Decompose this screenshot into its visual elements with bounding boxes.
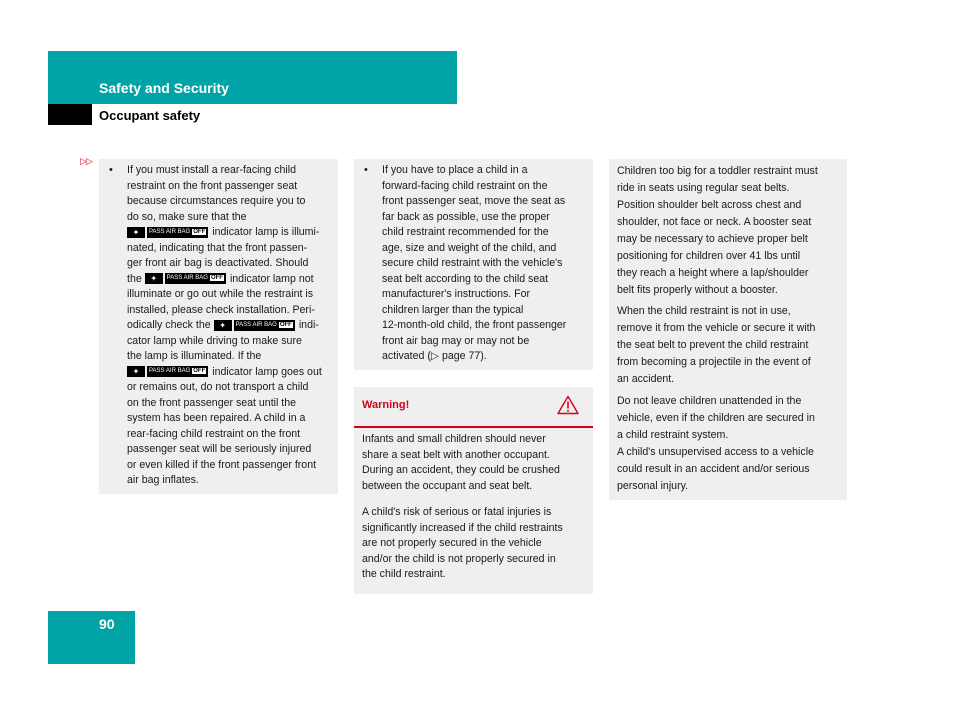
page-number: 90	[99, 616, 115, 632]
text-line: Do not leave children unattended in the	[617, 395, 802, 407]
text-line-with-lamp: ✦ PASS AIR BAG OFF indicator lamp goes out	[127, 365, 329, 381]
text-line: share a seat belt with another occupant.	[362, 448, 550, 461]
text-line: rear-facing child restraint on the front	[127, 427, 301, 440]
warning-header	[354, 387, 593, 428]
text-line: air bag inflates.	[127, 474, 199, 486]
section-title: Safety and Security	[99, 80, 229, 96]
text-line: ride in seats using regular seat belts.	[617, 182, 790, 194]
text-line: a child restraint system.	[617, 429, 729, 441]
warning-paragraph-2	[362, 505, 588, 583]
text-line: from becoming a projectile in the event of	[617, 356, 811, 368]
text-line: restraint on the front passenger seat	[127, 179, 298, 192]
text-line: If you must install a rear-facing child	[127, 164, 296, 176]
text-line: system has been repaired. A child in a	[127, 412, 306, 424]
text-line-with-lamp: odically check the ✦ PASS AIR BAG OFF indi-	[127, 319, 319, 331]
text-line: age, size and weight of the child, and	[382, 241, 557, 254]
bullet: •	[109, 164, 113, 176]
airbag-off-icon: ✦	[127, 366, 145, 377]
text-line: or remains out, do not transport a child	[127, 381, 309, 393]
page-number-box	[48, 611, 135, 664]
text-line: child restraint recommended for the	[382, 226, 549, 238]
warning-paragraph-1	[362, 432, 588, 494]
child-safety-notes-box	[609, 159, 847, 500]
text-line: between the occupant and seat belt.	[362, 479, 533, 492]
text-line-with-lamp: the ✦ PASS AIR BAG OFF indicator lamp not	[127, 272, 314, 285]
text-line: could result in an accident and/or serious	[617, 463, 810, 475]
text-line: are not properly secured in the vehicle	[362, 537, 542, 549]
text-line: ger front air bag is deactivated. Should	[127, 257, 309, 269]
text-line: the lamp is illuminated. If the	[127, 350, 262, 362]
text-line: nated, indicating that the front passen-	[127, 241, 308, 254]
warning-triangle-icon	[557, 395, 579, 415]
text-line: Children too big for a toddler restraint must	[617, 165, 818, 177]
restraint-not-in-use-paragraph	[617, 303, 843, 388]
text-line: or even killed if the front passenger front	[127, 458, 317, 471]
text-line: A child's risk of serious or fatal injuries is	[362, 506, 552, 518]
text-line: personal injury.	[617, 480, 689, 492]
text-line-with-lamp: ✦ PASS AIR BAG OFF indicator lamp is illumi-	[127, 225, 329, 241]
text-line: positioning for children over 41 lbs until	[617, 250, 801, 262]
page-reference-line: activated (▷ page 77).	[382, 350, 487, 362]
pass-airbag-off-indicator: ✦ PASS AIR BAG OFF	[214, 320, 295, 331]
text-line: shoulder, not face or neck. A booster seat	[617, 216, 812, 228]
bullet: •	[364, 164, 368, 176]
text-line: 12-month-old child, the front passenger	[382, 319, 567, 331]
text-line: passenger seat will be seriously injured	[127, 443, 312, 455]
text-line: Infants and small children should never	[362, 433, 546, 445]
text-line: may be necessary to achieve proper belt	[617, 233, 808, 245]
text-line: because circumstances require you to	[127, 195, 306, 207]
text-line: forward-facing child restraint on the	[382, 179, 548, 192]
pass-airbag-off-indicator: ✦ PASS AIR BAG OFF	[127, 227, 208, 238]
warning-box	[354, 387, 593, 594]
text-line: installed, please check installation. Peri-	[127, 303, 315, 316]
text-line: When the child restraint is not in use,	[617, 305, 791, 317]
text-line: front air bag may or may not be	[382, 334, 530, 347]
text-line: secure child restraint with the vehicle's	[382, 257, 563, 269]
continued-marker: ▷▷	[80, 156, 92, 166]
text-line: seat belt according to the child seat	[382, 272, 549, 285]
airbag-off-icon: ✦	[214, 320, 232, 331]
text-line: remove it from the vehicle or secure it with	[617, 322, 816, 334]
text-line: front passenger seat, move the seat as	[382, 195, 566, 207]
subsection-title: Occupant safety	[99, 108, 201, 123]
unattended-children-paragraph	[617, 393, 843, 495]
text-line: an accident.	[617, 373, 675, 385]
section-tab-marker	[48, 104, 92, 125]
text-line: manufacturer's instructions. For	[382, 288, 531, 300]
rear-facing-restraint-text	[127, 163, 329, 489]
text-line: A child's unsupervised access to a vehicle	[617, 446, 814, 458]
text-line: on the front passenger seat until the	[127, 396, 297, 409]
text-line: During an accident, they could be crushed	[362, 464, 560, 476]
warning-title: Warning!	[362, 399, 410, 411]
text-line: illuminate or go out while the restraint is	[127, 288, 314, 300]
text-line: they reach a height where a lap/shoulder	[617, 267, 809, 279]
text-line: far back as possible, use the proper	[382, 210, 550, 223]
text-line: cator lamp while driving to make sure	[127, 334, 302, 347]
text-line: If you have to place a child in a	[382, 164, 528, 176]
text-line: significantly increased if the child restraints	[362, 521, 563, 534]
airbag-off-icon: ✦	[145, 273, 163, 284]
forward-facing-restraint-text	[382, 163, 584, 365]
pass-airbag-off-indicator: ✦ PASS AIR BAG OFF	[145, 273, 226, 284]
airbag-off-icon: ✦	[127, 227, 145, 238]
header-bar	[48, 51, 457, 104]
text-line: the child restraint.	[362, 568, 446, 580]
text-line: belt fits properly without a booster.	[617, 284, 778, 296]
text-line: Position shoulder belt across chest and	[617, 199, 802, 211]
pass-airbag-off-indicator: ✦ PASS AIR BAG OFF	[127, 366, 208, 377]
rear-facing-restraint-box	[99, 159, 338, 494]
forward-facing-restraint-box	[354, 159, 593, 370]
text-line: do so, make sure that the	[127, 210, 247, 223]
text-line: and/or the child is not properly secured in	[362, 552, 556, 565]
text-line: children larger than the typical	[382, 303, 524, 316]
text-line: the seat belt to prevent the child restraint	[617, 339, 809, 351]
text-line: vehicle, even if the children are secured in	[617, 412, 815, 424]
booster-seat-paragraph	[617, 163, 843, 299]
